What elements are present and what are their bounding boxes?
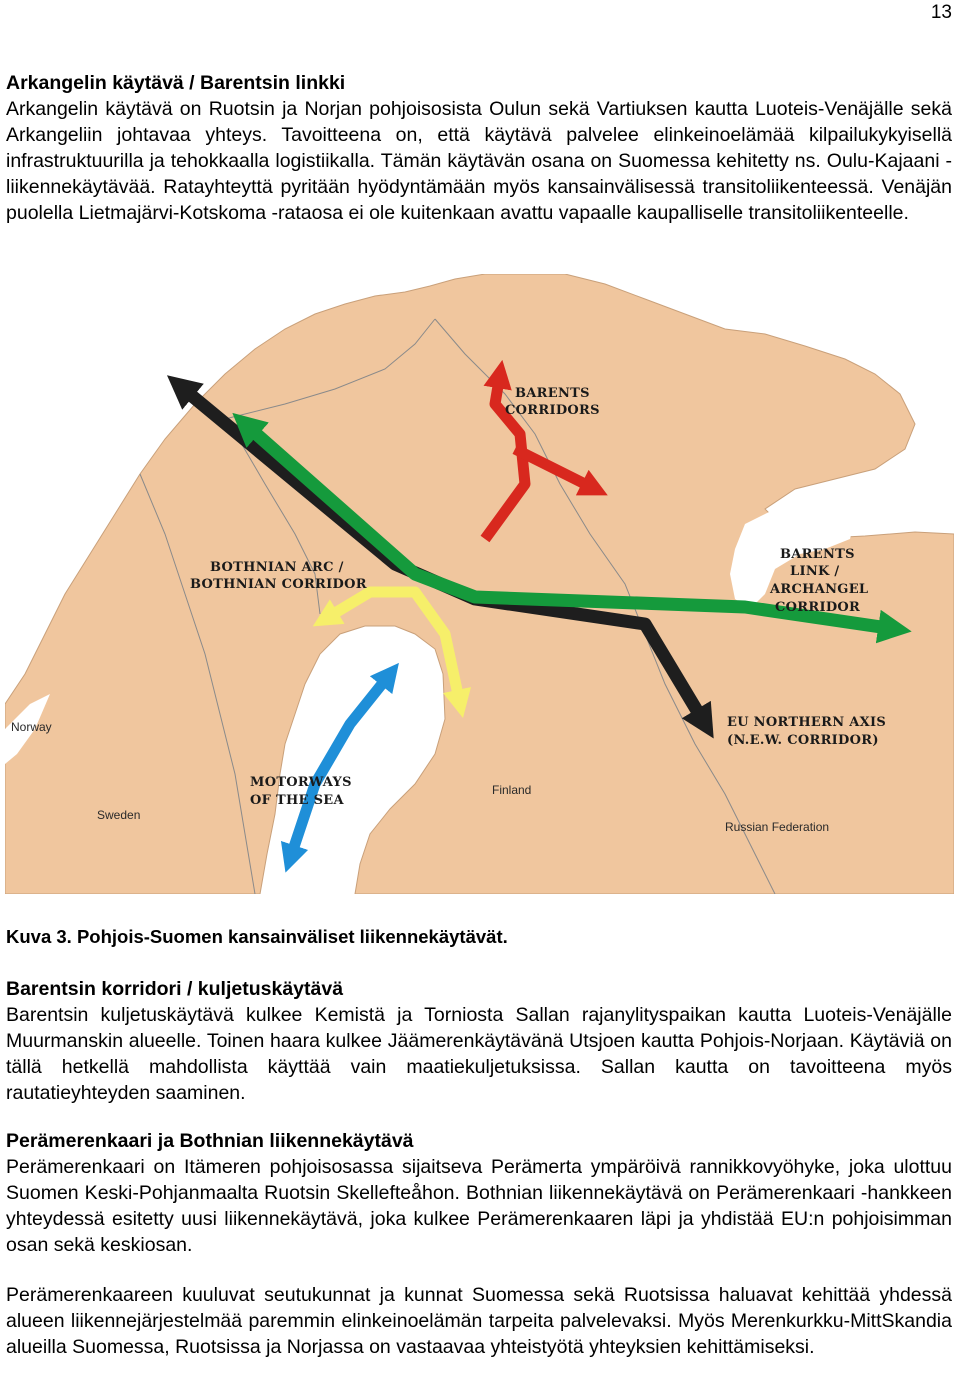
label-sweden: Sweden [97,808,141,822]
section-cooperation [6,1282,952,1360]
label-motorways-of-the-sea: MOTORWAYS [250,775,352,790]
label-barents-link: LINK / [790,564,840,579]
section-bothnian-arc [6,1128,952,1258]
label-barents-corridors: BARENTS [515,386,590,401]
label-eu-northern-axis: EU NORTHERN AXIS [727,715,887,730]
corridor-map [5,274,954,894]
section-barents-corridor [6,976,952,1106]
label-bothnian-arc: BOTHNIAN ARC / [210,560,344,575]
label-barents-corridors: CORRIDORS [505,403,600,418]
section-body: Perämerenkaareen kuuluvat seutukunnat ja kunnat Suomessa sekä Ruotsissa haluavat kehittää yhdessä alueen liikennejärjestelmää paremmin elinkeinoelämän tarpeita palvelevaksi. Myös Merenkurkku-MittSkandia alueilla Suomessa, Ruotsissa ja Norjassa on vastaavaa yhteistyötä yhteyksien kehittämiseksi. [6,1284,952,1358]
section-body: Perämerenkaari on Itämeren pohjoisosassa sijaitseva Perämerta ympäröivä rannikkovyöhyke, joka ulottuu Suomen Keski-Pohjanmaalta Ruotsin Skellefteåhon. Bothnian liikennekäytävä on Perämerenkaari -hankkeen yhteydessä esitetty uusi liikennekäytävä, joka kulkee Perämerenkaaren läpi ja yhdistää EU:n pohjoisimman osan sekä keskiosan. [6,1156,952,1256]
section-heading: Barentsin korridori / kuljetuskäytävä [6,978,344,1000]
section-body: Barentsin kuljetuskäytävä kulkee Kemistä ja Torniosta Sallan rajanylityspaikan kautta Luoteis-Venäjälle Muurmanskin alueelle. Toinen haara kulkee Jäämerenkäytävänä Utsjoen kautta Pohjois-Norjaan. Käytäviä on tällä hetkellä mahdollista käyttää vain maatiekuljetuksissa. Sallan kautta on tavoitteena myös rautatieyhteyden saaminen. [6,1004,952,1104]
label-norway: Norway [11,720,52,734]
label-finland: Finland [492,783,532,797]
label-barents-link: CORRIDOR [775,600,861,615]
section-heading: Arkangelin käytävä / Barentsin linkki [6,72,346,94]
section-body: Arkangelin käytävä on Ruotsin ja Norjan pohjoisosista Oulun sekä Vartiuksen kautta Luoteis-Venäjälle sekä Arkangeliin johtavaa yhteys. Tavoitteena on, että käytävä palvelee elinkeinoelämää kilpailukykyisellä infrastruktuurilla ja tehokkaalla logistiikalla. Tämän käytävän osana on Suomessa kehitetty ns. Oulu-Kajaani -liikennekäytävää. Ratayhteyttä pyritään hyödyntämään myös kansainvälisessä transitoliikenteessä. Venäjän puolella Lietmajärvi-Kotskoma -rataosa ei ole kuitenkaan avattu vapaalle kaupalliselle transitoliikenteelle. [6,98,952,224]
label-barents-link: ARCHANGEL [770,582,869,597]
figure-caption: Kuva 3. Pohjois-Suomen kansainväliset liikennekäytävät. [6,926,508,947]
label-motorways-of-the-sea: OF THE SEA [250,793,344,808]
label-barents-link: BARENTS [780,547,855,562]
section-heading: Perämerenkaari ja Bothnian liikennekäytävä [6,1130,414,1152]
label-russia: Russian Federation [725,820,830,834]
page-number: 13 [930,2,952,23]
label-bothnian-arc: BOTHNIAN CORRIDOR [190,577,367,592]
label-eu-northern-axis: (N.E.W. CORRIDOR) [727,733,879,748]
section-archangel-corridor [6,70,952,226]
